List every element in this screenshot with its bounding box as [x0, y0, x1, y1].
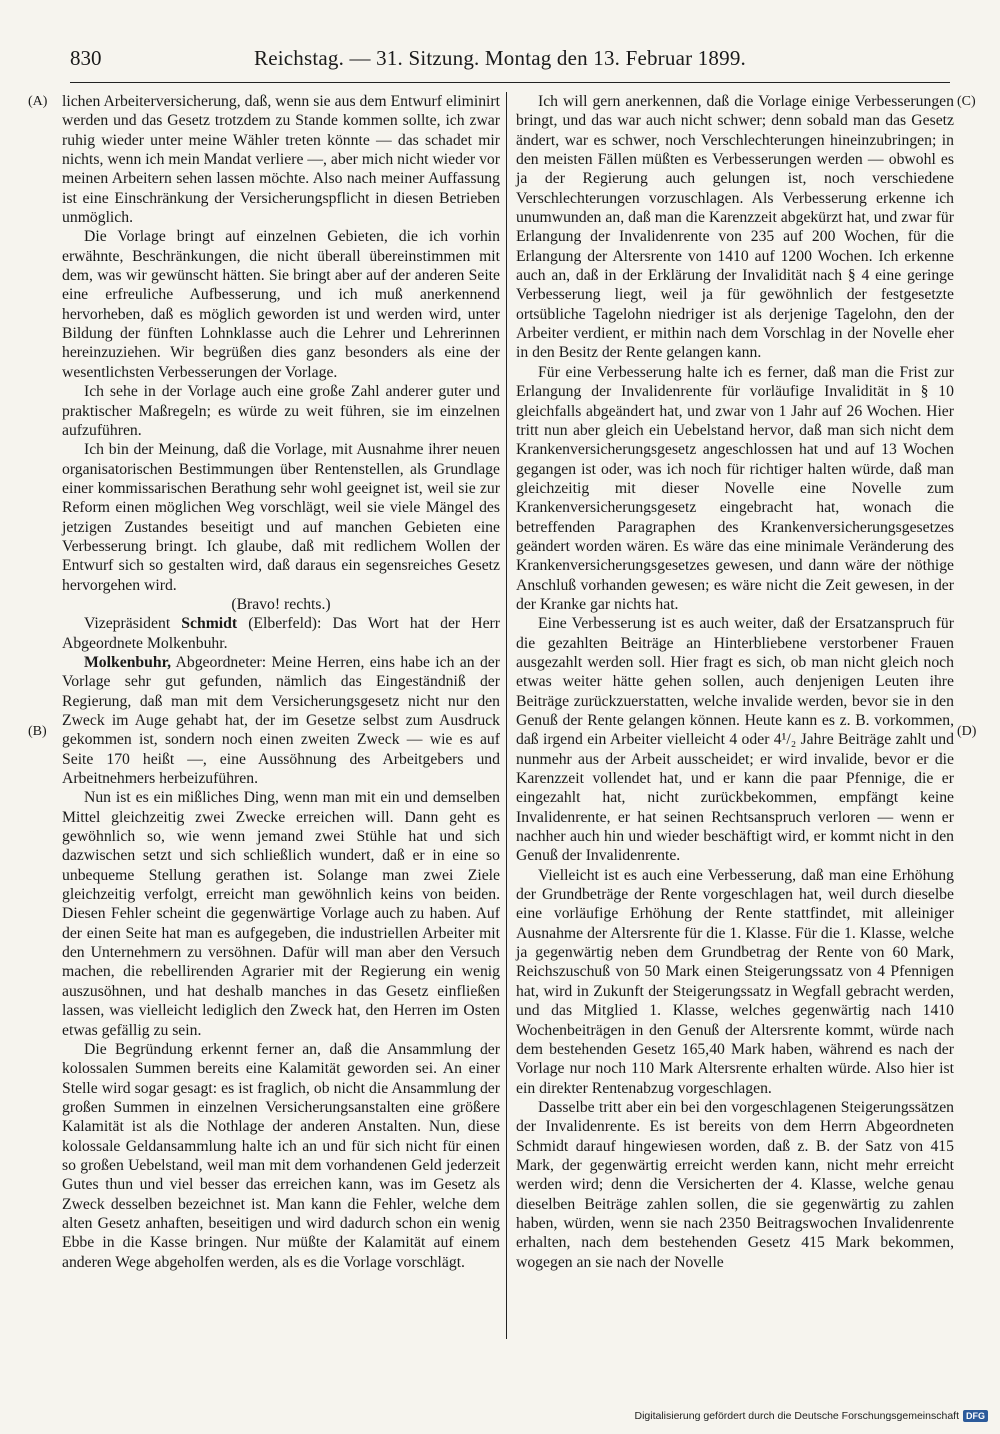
paragraph: Die Vorlage bringt auf einzelnen Gebieten, die ich vorhin erwähnte, Beschränkungen, die nicht überall übereinstimmen mit dem, was wir gewünscht hätten. Sie bringt aber auf der anderen Seite eine erfreuliche Aufbesserung, und ich muß anerkennend hervorheben, daß es möglich geworden ist und werden wird, unter Bildung der fünften Lohnklasse auch die Lehrer und Lehrerinnen hereinzuziehen. Wir begrüßen dies ganz besonders als eine der wesentlichsten Verbesserungen der Vorlage. — [62, 228, 500, 381]
running-title: Reichstag. — 31. Sitzung. Montag den 13. Februar 1899. — [254, 46, 746, 70]
paragraph: Eine Verbesserung ist es auch weiter, daß der Ersatzanspruch für die gezahlten Beiträge an Hinterbliebene verstorbener Frauen ausgezahlt werden soll. Hier fragt es sich, ob man nicht gleich noch etwas weiter hätte gehen sollen, auch denjenigen Leuten ihre Beiträge zurückzuerstatten, welche invalide werden, bevor sie in den Genuß der Rente gelangen können. Heute kann es z. B. vorkommen, daß irgend ein Arbeiter vielleicht 4 oder 4¹/₂ Jahre Beiträge zahlt und nunmehr aus der Arbeit ausscheidet; er wird invalide, bevor er die Karenzzeit vollendet hat, und er kann die paar Pfennige, die er eingezahlt hat, nicht zurückbekommen, empfängt keine Invalidenrente, er hat seinen Rechtsanspruch verloren — wenn er nachher auch hin und wieder beschäftigt wird, er kommt nicht in den Genuß der Invalidenrente. — [516, 615, 954, 865]
paragraph: Nun ist es ein mißliches Ding, wenn man mit ein und demselben Mittel gleichzeitig zwei Zwecke erreichen will. Dann geht es gewöhnlich so, wie wenn jemand zwei Stühle hat und sich dazwischen setzt und sich schließlich wundert, daß er in eine so unbequeme Stellung gerathen ist. Solange man zwei Ziele gleichzeitig verfolgt, erreicht man gewöhnlich keins von beiden. Diesen Fehler scheint die gegenwärtige Vorlage auch zu haben. Auf der einen Seite hat man es aufgegeben, die industriellen Arbeiter mit den Unternehmern zu versöhnen. Dafür will man aber den Versuch machen, die rebellirenden Agrarier mit der Regierung ein wenig auszusöhnen, und hat deshalb manches in das Gesetz einfließen lassen, was vielleicht lediglich den Zweck hat, den Herren im Osten etwas gefällig zu sein. — [62, 789, 500, 1039]
left-column — [62, 92, 500, 1272]
page-number: 830 — [70, 46, 102, 70]
dfg-logo-icon: DFG — [963, 1410, 988, 1422]
speaker-name: Molkenbuhr, — [84, 653, 172, 671]
paragraph: lichen Arbeiterversicherung, daß, wenn sie aus dem Entwurf eliminirt werden und das Gesetz trotzdem zu Stande kommen sollte, ich zwar ruhig wieder unter meine Wähler treten könnte — das schadet mir nichts, wenn ich mein Mandat verliere —, aber mich nicht wieder vor meinen Arbeitern sehen lassen möchte. Also nach meiner Auffassung ist eine Einschränkung der Versicherungspflicht in diesen Betrieben unmöglich. — [62, 93, 500, 227]
paragraph: Ich bin der Meinung, daß die Vorlage, mit Ausnahme ihrer neuen organisatorischen Bestimmungen über Rentenstellen, als Grundlage einer kommissarischen Berathung sehr wohl geeignet ist, weil sie zur Reform einen möglichen Weg vorschlägt, weil sie viele Mängel des jetzigen Zustandes beseitigt und auf manchen Gebieten eine Verbesserung bringt. Ich glaube, daß mit redlichem Wollen der Entwurf sich so gestalten wird, daß daraus ein segensreiches Gesetz hervorgehen wird. — [62, 441, 500, 594]
digitization-credit — [634, 1410, 988, 1422]
paragraph: Für eine Verbesserung halte ich es ferner, daß man die Frist zur Erlangung der Invalidenrente für vorläufige Invalidität in § 10 gleichfalls abgeändert hat, und zwar von 1 Jahr auf 26 Wochen. Hier tritt nun aber gleich ein Uebelstand hervor, daß man sich nicht dem Krankenversicherungsgesetz angeschlossen hat und auf 13 Wochen gegangen ist oder, was ich noch für richtiger halten würde, daß man gleichzeitig mit dieser Novelle eine Novelle zum Krankenversicherungsgesetz eingebracht hat, wonach die betreffenden Paragraphen des Krankenversicherungsgesetzes geändert worden wären. Es wäre das eine minimale Veränderung des Krankenversicherungsgesetzes gewesen, und dann wäre der nöthige Anschluß vorhanden gewesen; es wäre nicht die Zeit gewesen, in der der Kranke gar nichts hat. — [516, 363, 954, 613]
column-divider — [506, 92, 507, 1339]
margin-marker-d: (D) — [957, 724, 977, 739]
margin-marker-b: (B) — [28, 724, 47, 739]
president-pre: Vizepräsident — [84, 615, 182, 633]
page-header — [70, 44, 950, 74]
header-rule — [70, 82, 950, 83]
president-post: (Elberfeld): Das Wort hat der Herr Abgeordnete Molkenbuhr. — [62, 615, 500, 652]
paragraph: Ich will gern anerkennen, daß die Vorlage einige Verbesserungen bringt, und das war auch nicht schwer; denn sobald man das Gesetz ändert, war es schwer, noch Verschlechterungen hineinzubringen; in den meisten Fällen müßten es Verbesserungen werden — obwohl es ja der Regierung auch gelungen ist, noch verschiedene Verschlechterungen vorzuschlagen. Als Verbesserung erkenne ich unumwunden an, daß man die Karenzzeit abgekürzt hat, und zwar für Erlangung der Invalidenrente von 235 auf 200 Wochen, für die Erlangung der Altersrente von 1410 auf 1200 Wochen. Ich erkenne auch an, daß in der Erklärung der Invalidität nach § 4 eine geringe Verbesserung liegt, weil ja für gewöhnlich der festgesetzte ortsübliche Tagelohn niedriger ist als derjenige Tagelohn, den der Arbeiter verdient, er mithin nach dem Vorschlag in der Novelle eher in den Besitz der Rente gelangen kann. — [516, 93, 954, 362]
right-column — [516, 92, 954, 1272]
applause-note: (Bravo! rechts.) — [231, 595, 331, 613]
paragraph: Ich sehe in der Vorlage auch eine große Zahl anderer guter und praktischer Maßregeln; es würde zu weit führen, sie im einzelnen aufzuführen. — [62, 383, 500, 439]
paragraph: Vielleicht ist es auch eine Verbesserung, daß man eine Erhöhung der Grundbeträge der Rente vorgeschlagen hat, weil durch dieselbe eine vorläufige Erhöhung der Rente stattfindet, mit alleiniger Ausnahme der Altersrente für die 1. Klasse. Für die 1. Klasse, welche ja gegenwärtig neben dem Grundbetrag der Rente von 60 Mark, Reichszuschuß von 50 Mark einen Steigerungssatz von 4 Pfennigen hat, wird in Zukunft der Steigerungssatz in Wegfall gebracht werden, und das Mitglied 1. Klasse, welches gegenwärtig nach 1410 Wochenbeiträgen in den Genuß der Altersrente kommt, würde nach dem bestehenden Gesetz 165,40 Mark haben, während es nach der Vorlage nur noch 110 Mark Altersrente erhalten würde. Also hier ist ein direkter Rentenabzug vorgeschlagen. — [516, 866, 954, 1097]
paragraph: Die Begründung erkennt ferner an, daß die Ansammlung der kolossalen Summen bereits eine Kalamität geworden sei. An einer Stelle wird sogar gesagt: es ist fraglich, ob nicht die Ansammlung der großen Summen in einzelnen Versicherungsanstalten eine größere Kalamität ist als die Nothlage der anderen Anstalten. Nun, diese kolossale Geldansammlung halte ich an und für sich nicht für einen so großen Uebelstand, weil man mit dem vorhandenen Geld jederzeit Gutes thun und viel besser das erreichen kann, was im Gesetz als Zweck desselben bezeichnet ist. Man kann die Fehler, welche dem alten Gesetz anhaften, beseitigen und wird dadurch schon ein wenig Ebbe in die Kasse bringen. Nur müßte der Kalamität auf einem anderen Wege abgeholfen werden, als es die Vorlage vorschlägt. — [62, 1040, 500, 1271]
president-paragraph — [62, 614, 500, 653]
margin-marker-c: (C) — [957, 94, 976, 109]
credit-text: Digitalisierung gefördert durch die Deutsche Forschungsgemeinschaft — [634, 1410, 959, 1422]
president-name: Schmidt — [181, 615, 238, 633]
speaker-paragraph — [62, 653, 500, 788]
paragraph: Dasselbe tritt aber ein bei den vorgeschlagenen Steigerungssätzen der Invalidenrente. Es ist bereits von dem Herrn Abgeordneten Schmidt darauf hingewiesen worden, daß z. B. der Satz von 415 Mark, der gegenwärtig erreicht werden kann, nicht mehr erreicht werden wird; denn die Versicherten der 4. Klasse, welche genau dieselben Beiträge zahlen sollen, die sie gegenwärtig zu zahlen haben, würden, wenn sie nach 2350 Beitragswochen Invalidenrente erhalten, nach dem bestehenden Gesetz 415 Mark bekommen, wogegen an sie nach der Novelle — [516, 1098, 954, 1271]
margin-marker-a: (A) — [28, 94, 48, 109]
speaker-text: Abgeordneter: Meine Herren, eins habe ich an der Vorlage sehr gut gefunden, nämlich das Eingeständniß der Regierung, daß man mit dem Versicherungsgesetz nicht nur den Zweck im Auge gehabt hat, der im Gesetze selbst zum Ausdruck gekommen ist, sondern noch einen zweiten Zweck — wie es auf Seite 170 heißt —, eine Aussöhnung des Arbeitgebers und Arbeitnehmers herbeizuführen. — [62, 653, 500, 788]
